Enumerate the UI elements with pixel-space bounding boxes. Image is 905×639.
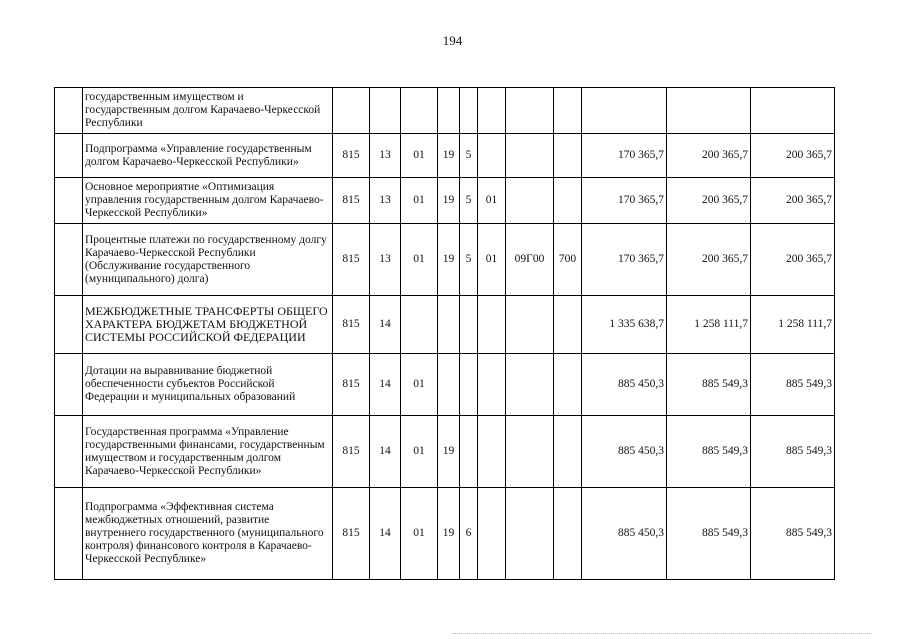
code-cell [438,354,460,416]
amount-cell: 1 335 638,7 [582,296,667,354]
amount-cell: 885 549,3 [667,416,751,488]
code-cell: 01 [401,488,438,580]
code-cell [554,178,582,224]
code-cell: 815 [333,134,370,178]
amount-cell: 885 549,3 [751,354,835,416]
code-cell: 01 [401,178,438,224]
code-cell [460,416,478,488]
amount-cell: 200 365,7 [667,178,751,224]
code-cell [438,296,460,354]
code-cell: 700 [554,224,582,296]
amount-cell: 885 549,3 [751,488,835,580]
code-cell: 13 [370,178,401,224]
code-cell: 14 [370,488,401,580]
amount-cell: 170 365,7 [582,178,667,224]
code-cell [401,88,438,134]
amount-cell: 885 450,3 [582,416,667,488]
row-index-cell [55,88,83,134]
code-cell [333,88,370,134]
code-cell [460,88,478,134]
code-cell: 01 [401,224,438,296]
code-cell: 815 [333,416,370,488]
code-cell: 01 [401,134,438,178]
code-cell [506,488,554,580]
row-index-cell [55,354,83,416]
page-number: 194 [442,33,463,48]
code-cell: 19 [438,134,460,178]
code-cell [478,296,506,354]
code-cell [478,88,506,134]
amount-cell: 885 549,3 [667,488,751,580]
row-name-cell: Подпрограмма «Эффективная система межбюджетных отношений, развитие внутреннего государственного (муниципального контроля) финансового контроля в Карачаево-Черкесской Республике» [83,488,333,580]
amount-cell: 170 365,7 [582,134,667,178]
table-row [55,224,835,296]
amount-cell: 1 258 111,7 [751,296,835,354]
code-cell [554,88,582,134]
code-cell [438,88,460,134]
code-cell: 5 [460,224,478,296]
row-name-cell: Процентные платежи по государственному долгу Карачаево-Черкесской Республики (Обслуживание государственного (муниципального) долга) [83,224,333,296]
code-cell [506,134,554,178]
row-index-cell [55,224,83,296]
code-cell [506,354,554,416]
table-row [55,488,835,580]
table-row [55,354,835,416]
amount-cell: 200 365,7 [751,224,835,296]
code-cell [401,296,438,354]
amount-cell [667,88,751,134]
amount-cell: 885 450,3 [582,354,667,416]
code-cell: 19 [438,224,460,296]
code-cell: 01 [478,178,506,224]
row-name-cell: МЕЖБЮДЖЕТНЫЕ ТРАНСФЕРТЫ ОБЩЕГО ХАРАКТЕРА БЮДЖЕТАМ БЮДЖЕТНОЙ СИСТЕМЫ РОССИЙСКОЙ ФЕДЕРАЦИИ [83,296,333,354]
row-name-cell: Основное мероприятие «Оптимизация управления государственным долгом Карачаево-Черкесской Республики» [83,178,333,224]
code-cell: 815 [333,224,370,296]
code-cell [554,416,582,488]
code-cell: 01 [478,224,506,296]
code-cell: 815 [333,296,370,354]
amount-cell: 200 365,7 [667,134,751,178]
code-cell: 5 [460,178,478,224]
table-row [55,416,835,488]
code-cell [554,296,582,354]
code-cell: 13 [370,224,401,296]
code-cell: 09Г00 [506,224,554,296]
code-cell: 13 [370,134,401,178]
code-cell [554,488,582,580]
code-cell [554,134,582,178]
code-cell [460,354,478,416]
amount-cell: 200 365,7 [751,134,835,178]
code-cell: 19 [438,416,460,488]
row-name-cell: Подпрограмма «Управление государственным долгом Карачаево-Черкесской Республики» [83,134,333,178]
table-row [55,178,835,224]
row-name-cell: Дотации на выравнивание бюджетной обеспеченности субъектов Российской Федерации и муниципальных образований [83,354,333,416]
amount-cell: 200 365,7 [667,224,751,296]
amount-cell: 170 365,7 [582,224,667,296]
table-row [55,134,835,178]
code-cell [478,354,506,416]
code-cell [506,178,554,224]
amount-cell [751,88,835,134]
code-cell [478,416,506,488]
row-index-cell [55,416,83,488]
code-cell: 14 [370,354,401,416]
bottom-rule [452,633,872,634]
code-cell: 19 [438,178,460,224]
budget-table [54,87,835,580]
amount-cell: 1 258 111,7 [667,296,751,354]
code-cell [460,296,478,354]
code-cell [478,488,506,580]
code-cell: 14 [370,296,401,354]
code-cell: 6 [460,488,478,580]
code-cell: 815 [333,354,370,416]
code-cell [554,354,582,416]
code-cell: 01 [401,354,438,416]
row-index-cell [55,134,83,178]
code-cell [506,88,554,134]
row-index-cell [55,178,83,224]
code-cell [506,296,554,354]
code-cell [506,416,554,488]
row-index-cell [55,296,83,354]
code-cell [478,134,506,178]
row-index-cell [55,488,83,580]
code-cell: 5 [460,134,478,178]
amount-cell [582,88,667,134]
amount-cell: 885 450,3 [582,488,667,580]
table-row [55,88,835,134]
code-cell: 815 [333,178,370,224]
code-cell: 19 [438,488,460,580]
row-name-cell: государственным имуществом и государственным долгом Карачаево-Черкесской Республики [83,88,333,134]
table-row [55,296,835,354]
row-name-cell: Государственная программа «Управление государственными финансами, государственным имуществом и государственным долгом Карачаево-Черкесской Республики» [83,416,333,488]
amount-cell: 885 549,3 [751,416,835,488]
code-cell: 01 [401,416,438,488]
code-cell: 14 [370,416,401,488]
code-cell [370,88,401,134]
amount-cell: 200 365,7 [751,178,835,224]
code-cell: 815 [333,488,370,580]
amount-cell: 885 549,3 [667,354,751,416]
